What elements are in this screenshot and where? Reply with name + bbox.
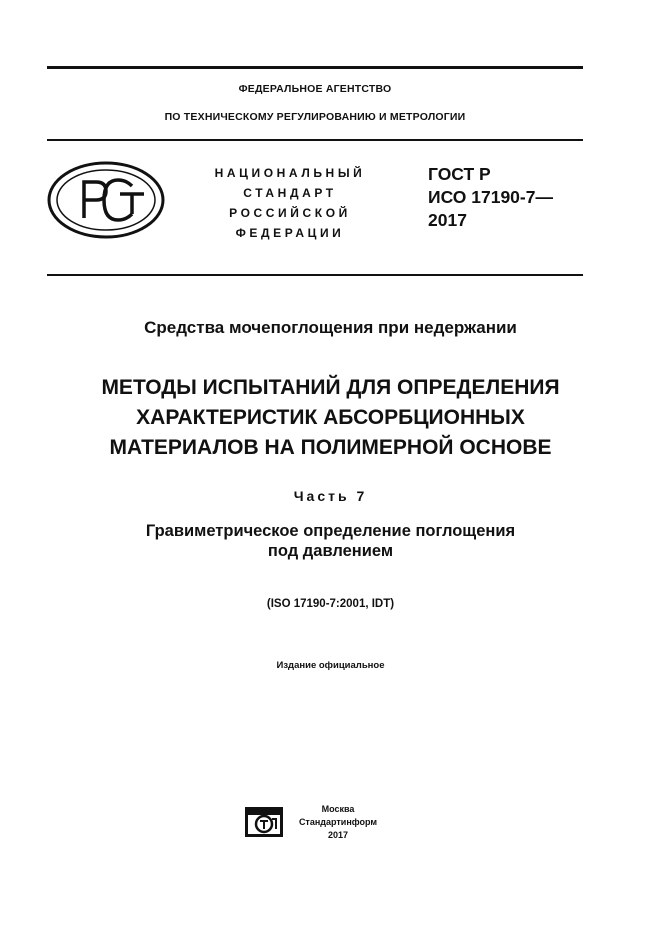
designation-line-1: ГОСТ Р xyxy=(428,164,491,184)
standard-line-4: ФЕДЕРАЦИИ xyxy=(235,226,345,240)
gost-r-logo-icon xyxy=(46,160,166,240)
publisher-name: Стандартинформ xyxy=(298,817,378,827)
publisher-block xyxy=(293,803,383,842)
part-number: Часть 7 xyxy=(293,488,368,504)
top-rule xyxy=(47,66,583,69)
standard-line-1: НАЦИОНАЛЬНЫЙ xyxy=(214,166,366,180)
standard-line-2: СТАНДАРТ xyxy=(243,186,337,200)
main-title-line-1: МЕТОДЫ ИСПЫТАНИЙ ДЛЯ ОПРЕДЕЛЕНИЯ xyxy=(101,376,560,399)
designation-line-2: ИСО 17190-7— xyxy=(428,187,553,207)
standartinform-logo-icon xyxy=(245,807,283,837)
part-title-line-2: под давлением xyxy=(267,542,394,560)
agency-line-2: ПО ТЕХНИЧЕСКОМУ РЕГУЛИРОВАНИЮ И МЕТРОЛОГИИ xyxy=(164,111,466,123)
designation-rule xyxy=(47,274,583,276)
main-title-line-2: ХАРАКТЕРИСТИК АБСОРБЦИОННЫХ xyxy=(136,406,525,429)
publisher-year: 2017 xyxy=(327,830,349,840)
subject-title: Средства мочепоглощения при недержании xyxy=(144,318,517,337)
part-title-line-1: Гравиметрическое определение поглощения xyxy=(145,522,516,540)
main-title-line-3: МАТЕРИАЛОВ НА ПОЛИМЕРНОЙ ОСНОВЕ xyxy=(109,436,552,459)
edition-note: Издание официальное xyxy=(276,660,385,671)
iso-reference: (ISO 17190-7:2001, IDT) xyxy=(266,598,395,610)
designation-line-3: 2017 xyxy=(428,210,467,230)
agency-line-1: ФЕДЕРАЛЬНОЕ АГЕНТСТВО xyxy=(238,83,392,95)
header-rule xyxy=(47,139,583,141)
standard-line-3: РОССИЙСКОЙ xyxy=(229,206,351,220)
publisher-city: Москва xyxy=(321,804,355,814)
